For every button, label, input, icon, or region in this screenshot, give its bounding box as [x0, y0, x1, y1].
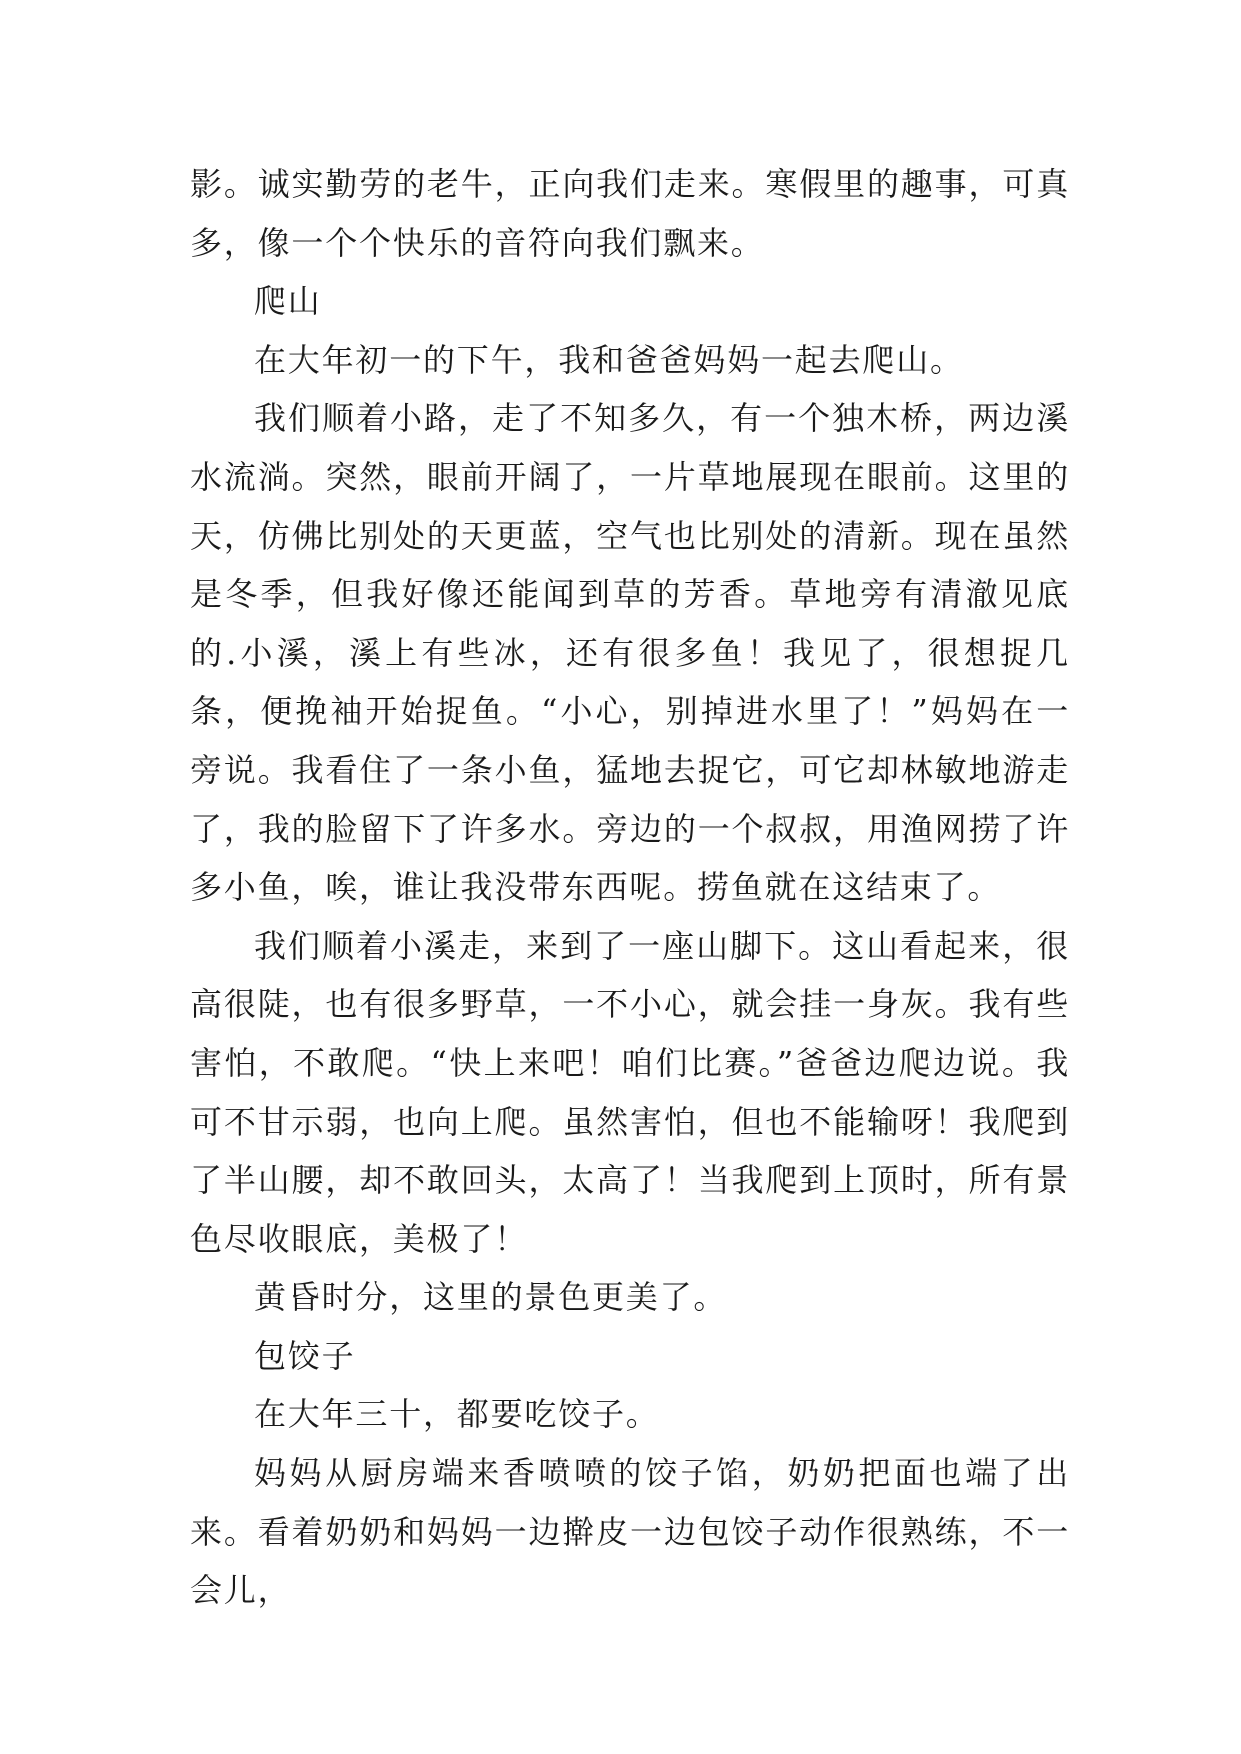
- section-heading-dumplings: 包饺子: [254, 1336, 356, 1375]
- paragraph: 我们顺着小路，走了不知多久，有一个独木桥，两边溪水流淌。突然，眼前开阔了，一片草地展现在眼前。这里的天，仿佛比别处的天更蓝，空气也比别处的清新。现在虽然是冬季，但我好像还能闻到草的芳香。草地旁有清澈见底的.小溪，溪上有些冰，还有很多鱼！我见了，很想捉几条，便挽袖开始捉鱼。“小心，别掉进水里了！”妈妈在一旁说。我看住了一条小鱼，猛地去捉它，可它却林敏地游走了，我的脸留下了许多水。旁边的一个叔叔，用渔网捞了许多小鱼，唉，谁让我没带东西呢。捞鱼就在这结束了。: [190, 399, 1070, 907]
- paragraph: 在大年三十，都要吃饺子。: [254, 1395, 660, 1434]
- paragraph: 黄昏时分，这里的景色更美了。: [254, 1278, 728, 1317]
- paragraph: 我们顺着小溪走，来到了一座山脚下。这山看起来，很高很陡，也有很多野草，一不小心，就会挂一身灰。我有些害怕，不敢爬。“快上来吧！咱们比赛。”爸爸边爬边说。我可不甘示弱，也向上爬。虽然害怕，但也不能输呀！我爬到了半山腰，却不敢回头，太高了！当我爬到上顶时，所有景色尽收眼底，美极了！: [190, 926, 1070, 1258]
- paragraph: 在大年初一的下午，我和爸爸妈妈一起去爬山。: [254, 340, 964, 379]
- document-page: [190, 155, 1070, 1620]
- paragraph-continuation: 影。诚实勤劳的老牛，正向我们走来。寒假里的趣事，可真多，像一个个快乐的音符向我们飘来。: [190, 165, 1070, 262]
- paragraph: 妈妈从厨房端来香喷喷的饺子馅，奶奶把面也端了出来。看着奶奶和妈妈一边擀皮一边包饺子动作很熟练，不一会儿，: [190, 1454, 1070, 1610]
- section-heading-climbing: 爬山: [254, 282, 322, 321]
